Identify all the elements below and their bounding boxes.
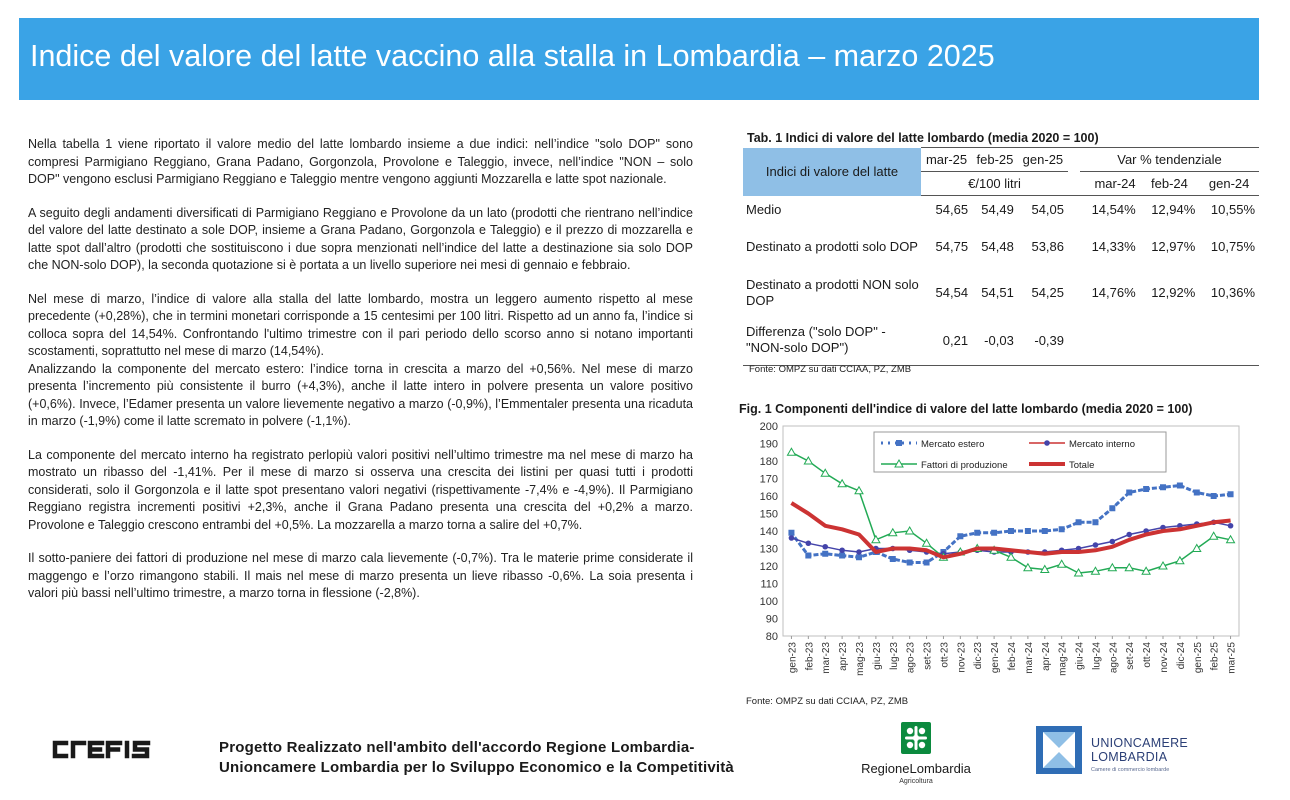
y-tick-label: 200 [759, 421, 778, 433]
data-point [907, 560, 913, 566]
data-point [1042, 528, 1048, 534]
paragraph: La componente del mercato interno ha registrato perlopiù valori positivi nell’ultimo trimestre ma nel mese di marzo ha mostrato un ribasso del -1,41%. Per il mese di marzo si osserva una crescita dei listini per quasi tutti i prodotti considerati, solo il Gorgonzola e il latte spot presentano valori negativi (rispettivamente -7,4% e -4,9%). Il Parmigiano Reggiano registra incrementi positivi +2,3%, anche il Grana Padano presenta una crescita del +0,2% a marzo. Provolone e Taleggio crescono entrambi del +0,5%. La mozzarella a marzo torna a salire del +0,7%. [28, 447, 693, 532]
data-point [1126, 490, 1132, 496]
x-tick-label: mar-25 [1226, 642, 1238, 674]
x-tick-label: ott-24 [1142, 642, 1154, 668]
header-banner [19, 18, 1259, 100]
y-tick-label: 90 [765, 613, 778, 626]
column-header: gen-25 [1018, 148, 1068, 172]
data-point [1076, 519, 1082, 525]
cell: 54,51 [981, 285, 1014, 300]
legend-marker [896, 440, 902, 446]
table-label-header: Indici di valore del latte [743, 148, 921, 196]
paragraph: A seguito degli andamenti diversificati di Parmigiano Reggiano e Provolone da un lato (prodotti che rientrano nell’indice del valore del latte destinato a sole DOP, insieme a Grana Padano, Gorgonzola e Taleggio) e il prezzo di mozzarella e latte spot dall’altro (prodotti che sostituiscono i due sopra menzionati nell’indice del latte a destinazione sia solo DOP che NON-solo DOP), la seconda quotazione si è portata a un livello superiore nei mesi di gennaio e febbraio. [28, 205, 693, 272]
cell: 10,36% [1210, 285, 1255, 300]
x-tick-label: feb-23 [804, 642, 816, 671]
x-tick-label: ago-23 [905, 642, 917, 674]
table-row [743, 196, 1259, 224]
y-tick-label: 80 [765, 631, 778, 643]
rl-name: RegioneLombardia [861, 761, 971, 776]
legend-label: Mercato interno [1069, 439, 1136, 450]
crefis-logo-mark [52, 737, 180, 761]
row-label: Destinato a prodotti NON solo DOP [746, 276, 919, 308]
data-point [1228, 523, 1234, 529]
cell: 54,48 [981, 239, 1014, 254]
x-tick-label: giu-24 [1074, 642, 1086, 670]
cell: 12,92% [1151, 285, 1196, 300]
data-point [821, 469, 829, 476]
cell: -0,03 [972, 316, 1018, 366]
data-point [1177, 483, 1183, 489]
x-tick-label: mag-23 [855, 642, 866, 676]
cell [1080, 316, 1140, 366]
unioncamere-logo [1036, 726, 1082, 779]
x-tick-label: lug-23 [888, 642, 900, 670]
table-row [743, 270, 1259, 316]
data-point [1093, 542, 1099, 548]
paragraph: Nel mese di marzo, l’indice di valore alla stalla del latte lombardo, mostra un leggero aumento rispetto al mese precedente (+0,28%), che in termini monetari corrisponde a 15 centesimi per 100 litri. Rispetto ad un anno fa, l’indice si colloca sopra del 14,54%. Confrontando l'ultimo trimestre con il pari periodo dello scorso anno si notano importanti scostamenti, soprattutto nel mese di marzo (14,54%). [28, 291, 693, 358]
y-tick-label: 100 [759, 596, 778, 608]
y-tick-label: 190 [759, 438, 778, 451]
cell: -0,39 [1018, 316, 1068, 366]
cell: 54,54 [935, 285, 969, 300]
x-tick-label: gen-24 [990, 642, 1002, 674]
data-point [1211, 493, 1217, 499]
cell [1199, 316, 1259, 366]
data-point [923, 539, 931, 546]
y-tick-label: 110 [760, 578, 778, 591]
table-row [743, 316, 1259, 366]
rl-sub: Agricoltura [899, 778, 933, 785]
x-tick-label: apr-24 [1040, 642, 1052, 671]
data-point [787, 448, 795, 455]
cell: 14,33% [1091, 239, 1136, 254]
figure-title: Fig. 1 Componenti dell'indice di valore del latte lombardo (media 2020 = 100) [739, 402, 1193, 416]
x-tick-label: ott-23 [939, 642, 951, 668]
paragraph: Nella tabella 1 viene riportato il valore medio del latte lombardo insieme a due indici: nell’indice "solo DOP" sono compresi Parmigiano Reggiano, Grana Padano, Gorgonzola, Provolone e Taleggio, invece, nell’indice "NON – solo DOP" vengono esclusi Parmigiano Reggiano e Taleggio mentre vengono aggiunti Mozzarella e latte spot nazionale. [28, 137, 693, 186]
cell: 54,75 [935, 239, 969, 254]
index-table [743, 147, 1259, 366]
x-tick-label: gen-25 [1192, 642, 1204, 674]
line-chart [739, 418, 1249, 696]
x-tick-label: mar-23 [821, 642, 833, 674]
x-tick-label: apr-23 [838, 642, 850, 671]
regione-lombardia-logo [846, 722, 986, 785]
cell: 14,76% [1091, 285, 1136, 300]
legend-label: Mercato estero [921, 439, 985, 450]
y-tick-label: 130 [759, 543, 778, 556]
data-point [1143, 486, 1149, 492]
x-tick-label: mag-24 [1057, 642, 1069, 676]
column-header: feb-25 [972, 148, 1018, 172]
unioncamere-text [1091, 736, 1188, 773]
y-tick-label: 150 [759, 508, 778, 521]
column-header: gen-24 [1199, 172, 1259, 196]
x-tick-label: feb-25 [1209, 642, 1221, 671]
data-point [1008, 528, 1014, 534]
cell: 10,75% [1210, 239, 1255, 254]
uc-line: LOMBARDIA [1091, 750, 1168, 764]
cell: 14,54% [1091, 202, 1136, 218]
x-tick-label: gen-23 [787, 642, 799, 674]
legend-marker [1044, 440, 1050, 446]
data-point [788, 530, 794, 536]
page-title: Indice del valore del latte vaccino alla stalla in Lombardia – marzo 2025 [30, 39, 995, 73]
cell [1140, 316, 1200, 366]
data-point [1126, 532, 1132, 538]
x-tick-label: dic-23 [973, 642, 985, 670]
data-point [906, 527, 914, 534]
data-point [1194, 490, 1200, 496]
cell: 12,97% [1151, 239, 1196, 254]
data-point [838, 480, 846, 487]
table-row [743, 224, 1259, 270]
data-point [822, 544, 828, 550]
data-point [1092, 519, 1098, 525]
x-tick-label: giu-23 [871, 642, 883, 670]
cell: 10,55% [1210, 202, 1255, 218]
data-point [839, 553, 845, 559]
data-point [1210, 532, 1218, 539]
data-point [1193, 545, 1201, 552]
data-point [1059, 526, 1065, 532]
data-point [856, 554, 862, 560]
cell: 54,65 [935, 202, 969, 218]
data-point [1058, 560, 1066, 567]
data-point [991, 530, 997, 536]
data-point [1160, 484, 1166, 490]
rose-camuna-icon [901, 722, 931, 754]
unit-header: €/100 litri [921, 172, 1068, 196]
data-point [1024, 564, 1032, 571]
y-tick-label: 180 [759, 456, 778, 468]
data-point [924, 560, 930, 566]
x-tick-label: nov-23 [956, 642, 968, 673]
row-label: Differenza ("solo DOP" - "NON-solo DOP") [743, 316, 921, 366]
paragraph: Analizzando la componente del mercato estero: l’indice torna in crescita a marzo del +0,56%. Nel mese di marzo presenta l’incremento più consistente il burro (+4,3%), anche il latte intero in polvere presenta un valore positivo (+0,6%). Invece, l’Edamer presenta un valore lievemente negativo a marzo (-0,9%), l’Emmentaler presenta una ricaduta in marzo (-1,9%) come il latte scremato in polvere (-1,1%). [28, 361, 693, 428]
uc-line: Camere di commercio lombarde [1091, 767, 1170, 773]
column-header: mar-25 [921, 148, 972, 172]
cell: 54,25 [1031, 285, 1065, 300]
y-tick-label: 140 [759, 526, 778, 538]
x-tick-label: set-23 [922, 642, 934, 670]
legend-label: Fattori di produzione [921, 460, 1008, 471]
column-header: mar-24 [1080, 172, 1140, 196]
y-tick-label: 170 [759, 473, 778, 486]
data-point [1025, 528, 1031, 534]
x-tick-label: nov-24 [1159, 642, 1170, 673]
project-line: Progetto Realizzato nell'ambito dell'accordo Regione Lombardia- [219, 739, 695, 756]
table-title: Tab. 1 Indici di valore del latte lombardo (media 2020 = 100) [747, 131, 1099, 145]
uc-line: UNIONCAMERE [1091, 736, 1189, 750]
legend-label: Totale [1069, 460, 1095, 471]
figure-source: Fonte: OMPZ su dati CCIAA, PZ, ZMB [746, 696, 909, 707]
data-point [804, 457, 812, 464]
cell: 0,21 [921, 316, 972, 366]
data-point [1176, 557, 1184, 564]
x-tick-label: ago-24 [1108, 642, 1120, 674]
data-point [1228, 491, 1234, 497]
crefis-logo [52, 737, 180, 766]
data-point [856, 549, 862, 555]
data-point [789, 535, 795, 541]
x-tick-label: feb-24 [1007, 642, 1018, 671]
unioncamere-mark-icon [1036, 726, 1082, 774]
row-label: Medio [746, 201, 782, 217]
body-text [28, 136, 693, 619]
cell: 53,86 [1031, 239, 1065, 254]
x-tick-label: dic-24 [1175, 642, 1187, 670]
table-source: Fonte: OMPZ su dati CCIAA, PZ, ZMB [749, 364, 912, 375]
x-tick-label: lug-24 [1091, 642, 1103, 670]
legend-box [874, 432, 1166, 472]
data-point [805, 553, 811, 559]
x-tick-label: set-24 [1125, 642, 1137, 670]
y-tick-label: 160 [759, 491, 778, 503]
data-point [1109, 505, 1115, 511]
cell: 54,49 [981, 202, 1014, 218]
data-point [974, 530, 980, 536]
data-point [1110, 539, 1116, 545]
data-point [890, 556, 896, 562]
row-label: Destinato a prodotti solo DOP [746, 238, 918, 254]
cell: 54,05 [1031, 202, 1065, 218]
cell: 12,94% [1151, 202, 1196, 218]
paragraph: Il sotto-paniere dei fattori di produzione nel mese di marzo cala lievemente (-0,7%). Tra le materie prime considerate il maggengo e l’orzo rimangono stabili. Il mais nel mese di marzo presenta un lieve ribasso -0,6%. La soia presenta i valori più bassi nell’ultimo trimestre, a marzo torna in flessione (-2,8%). [28, 551, 693, 600]
data-point [806, 540, 812, 546]
data-point [822, 551, 828, 557]
project-credit [219, 738, 734, 778]
legend [874, 432, 1166, 472]
y-tick-label: 120 [759, 561, 778, 573]
x-tick-label: mar-24 [1023, 642, 1035, 674]
data-point [839, 547, 845, 553]
var-header: Var % tendenziale [1080, 148, 1259, 172]
column-header: feb-24 [1140, 172, 1200, 196]
data-point [957, 533, 963, 539]
project-line: Unioncamere Lombardia per lo Sviluppo Economico e la Competitività [219, 759, 734, 776]
